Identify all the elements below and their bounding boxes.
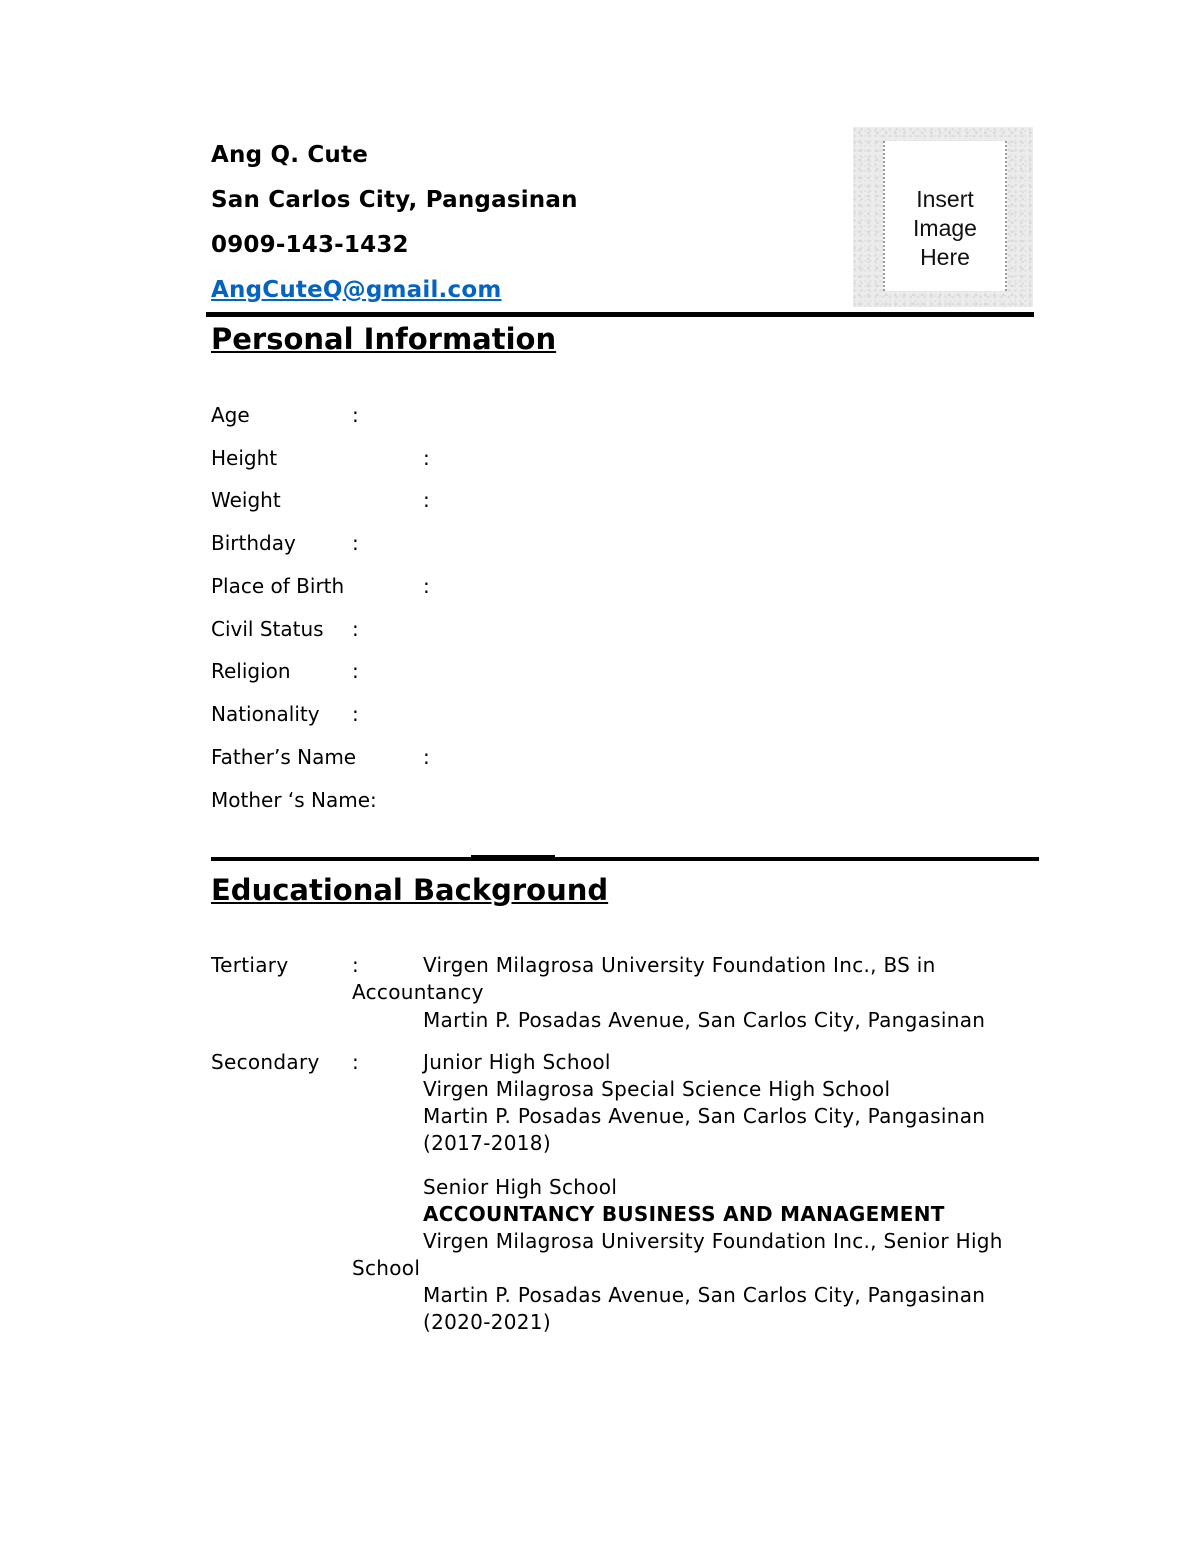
senior-high-school-wrap: School: [352, 1256, 421, 1280]
section-divider: [211, 857, 1039, 861]
field-separator: :: [352, 531, 359, 555]
field-label-place-of-birth: Place of Birth: [211, 574, 345, 598]
education-separator: :: [352, 953, 360, 977]
applicant-address: San Carlos City, Pangasinan: [211, 187, 578, 213]
section-divider: [206, 312, 1034, 317]
field-label-civil-status: Civil Status: [211, 617, 324, 641]
field-label-nationality: Nationality: [211, 702, 320, 726]
field-separator: :: [352, 403, 359, 427]
senior-high-years: (2020-2021): [423, 1310, 551, 1334]
photo-label-line: Insert: [916, 186, 974, 212]
tertiary-school-wrap: Accountancy: [352, 980, 484, 1004]
personal-information-heading: Personal Information: [211, 322, 557, 356]
education-level-label: Tertiary: [211, 953, 289, 977]
field-label-mothers-name: Mother ‘s Name:: [211, 788, 377, 812]
senior-high-level: Senior High School: [423, 1175, 618, 1199]
field-label-height: Height: [211, 446, 278, 470]
senior-high-school: Virgen Milagrosa University Foundation Inc., Senior High: [423, 1229, 1003, 1253]
education-level-label: Secondary: [211, 1050, 320, 1074]
tertiary-address: Martin P. Posadas Avenue, San Carlos City, Pangasinan: [423, 1008, 986, 1032]
field-separator: :: [352, 659, 359, 683]
junior-high-years: (2017-2018): [423, 1131, 551, 1155]
field-label-weight: Weight: [211, 488, 281, 512]
photo-placeholder[interactable]: [853, 127, 1033, 307]
field-separator: :: [423, 574, 430, 598]
field-label-religion: Religion: [211, 659, 291, 683]
educational-background-heading: Educational Background: [211, 873, 609, 907]
field-separator: :: [423, 446, 430, 470]
junior-high-address: Martin P. Posadas Avenue, San Carlos City, Pangasinan: [423, 1104, 986, 1128]
field-separator: :: [352, 617, 359, 641]
section-divider-accent: [471, 855, 555, 861]
field-label-birthday: Birthday: [211, 531, 296, 555]
junior-high-level: Junior High School: [423, 1050, 611, 1074]
applicant-phone: 0909-143-1432: [211, 232, 409, 258]
field-label-fathers-name: Father’s Name: [211, 745, 357, 769]
field-label-age: Age: [211, 403, 250, 427]
senior-high-strand: ACCOUNTANCY BUSINESS AND MANAGEMENT: [423, 1202, 945, 1226]
field-separator: :: [423, 745, 430, 769]
photo-placeholder-label: [885, 185, 1005, 272]
senior-high-address: Martin P. Posadas Avenue, San Carlos City, Pangasinan: [423, 1283, 986, 1307]
junior-high-school: Virgen Milagrosa Special Science High School: [423, 1077, 891, 1101]
tertiary-school: Virgen Milagrosa University Foundation Inc., BS in: [423, 953, 936, 977]
education-separator: :: [352, 1050, 360, 1074]
photo-label-line: Here: [920, 244, 970, 270]
applicant-name: Ang Q. Cute: [211, 142, 368, 168]
photo-frame: [883, 141, 1007, 291]
photo-label-line: Image: [913, 215, 977, 241]
applicant-email-link[interactable]: AngCuteQ@gmail.com: [211, 277, 502, 303]
field-separator: :: [352, 702, 359, 726]
field-separator: :: [423, 488, 430, 512]
